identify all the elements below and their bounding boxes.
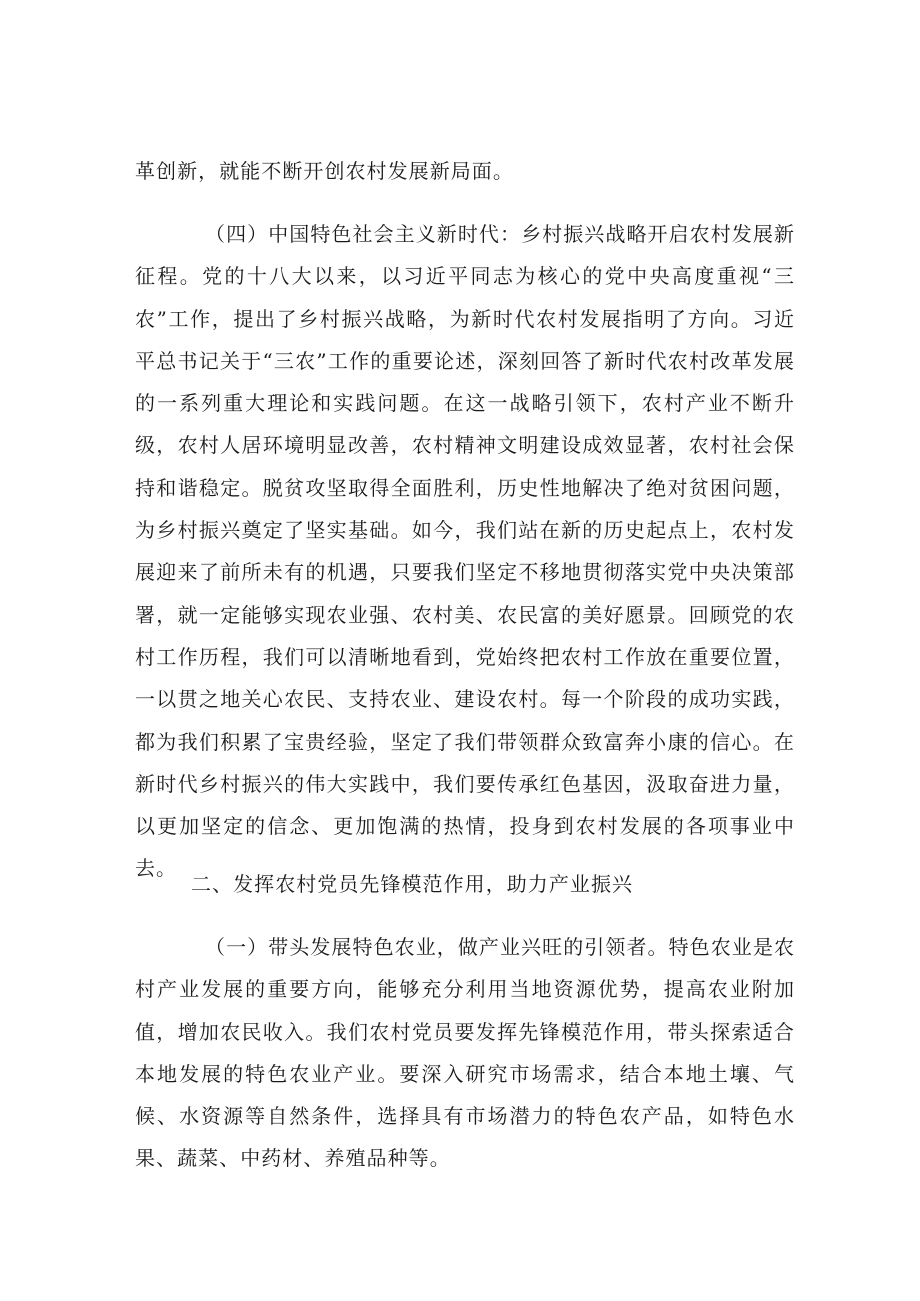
paragraph-subsection-one: （一）带头发展特色农业，做产业兴旺的引领者。特色农业是农村产业发展的重要方向，能够充分利用当地资源优势，提高农业附加值，增加农民收入。我们农村党员要发挥先锋模范作用，带头探索适合本地发展的特色农业产业。要深入研究市场需求，结合本地土壤、气候、水资源等自然条件，选择具有市场潜力的特色农产品，如特色水果、蔬菜、中药材、养殖品种等。	[135, 935, 795, 1171]
paragraph-section-four: （四）中国特色社会主义新时代：乡村振兴战略开启农村发展新征程。党的十八大以来，以习近平同志为核心的党中央高度重视“三农”工作，提出了乡村振兴战略，为新时代农村发展指明了方向。习近平总书记关于“三农”工作的重要论述，深刻回答了新时代农村改革发展的一系列重大理论和实践问题。在这一战略引领下，农村产业不断升级，农村人居环境明显改善，农村精神文明建设成效显著，农村社会保持和谐稳定。脱贫攻坚取得全面胜利，历史性地解决了绝对贫困问题，为乡村振兴奠定了坚实基础。如今，我们站在新的历史起点上，农村发展迎来了前所未有的机遇，只要我们坚定不移地贯彻落实党中央决策部署，就一定能够实现农业强、农村美、农民富的美好愿景。回顾党的农村工作历程，我们可以清晰地看到，党始终把农村工作放在重要位置，一以贯之地关心农民、支持农业、建设农村。每一个阶段的成功实践，都为我们积累了宝贵经验，坚定了我们带领群众致富奔小康的信心。在新时代乡村振兴的伟大实践中，我们要传承红色基因，汲取奋进力量，以更加坚定的信念、更加饱满的热情，投身到农村发展的各项事业中去。	[135, 222, 795, 881]
paragraph-continuation: 革创新，就能不断开创农村发展新局面。	[135, 159, 514, 183]
section-heading-two: 二、发挥农村党员先锋模范作用，助力产业振兴	[191, 872, 634, 896]
